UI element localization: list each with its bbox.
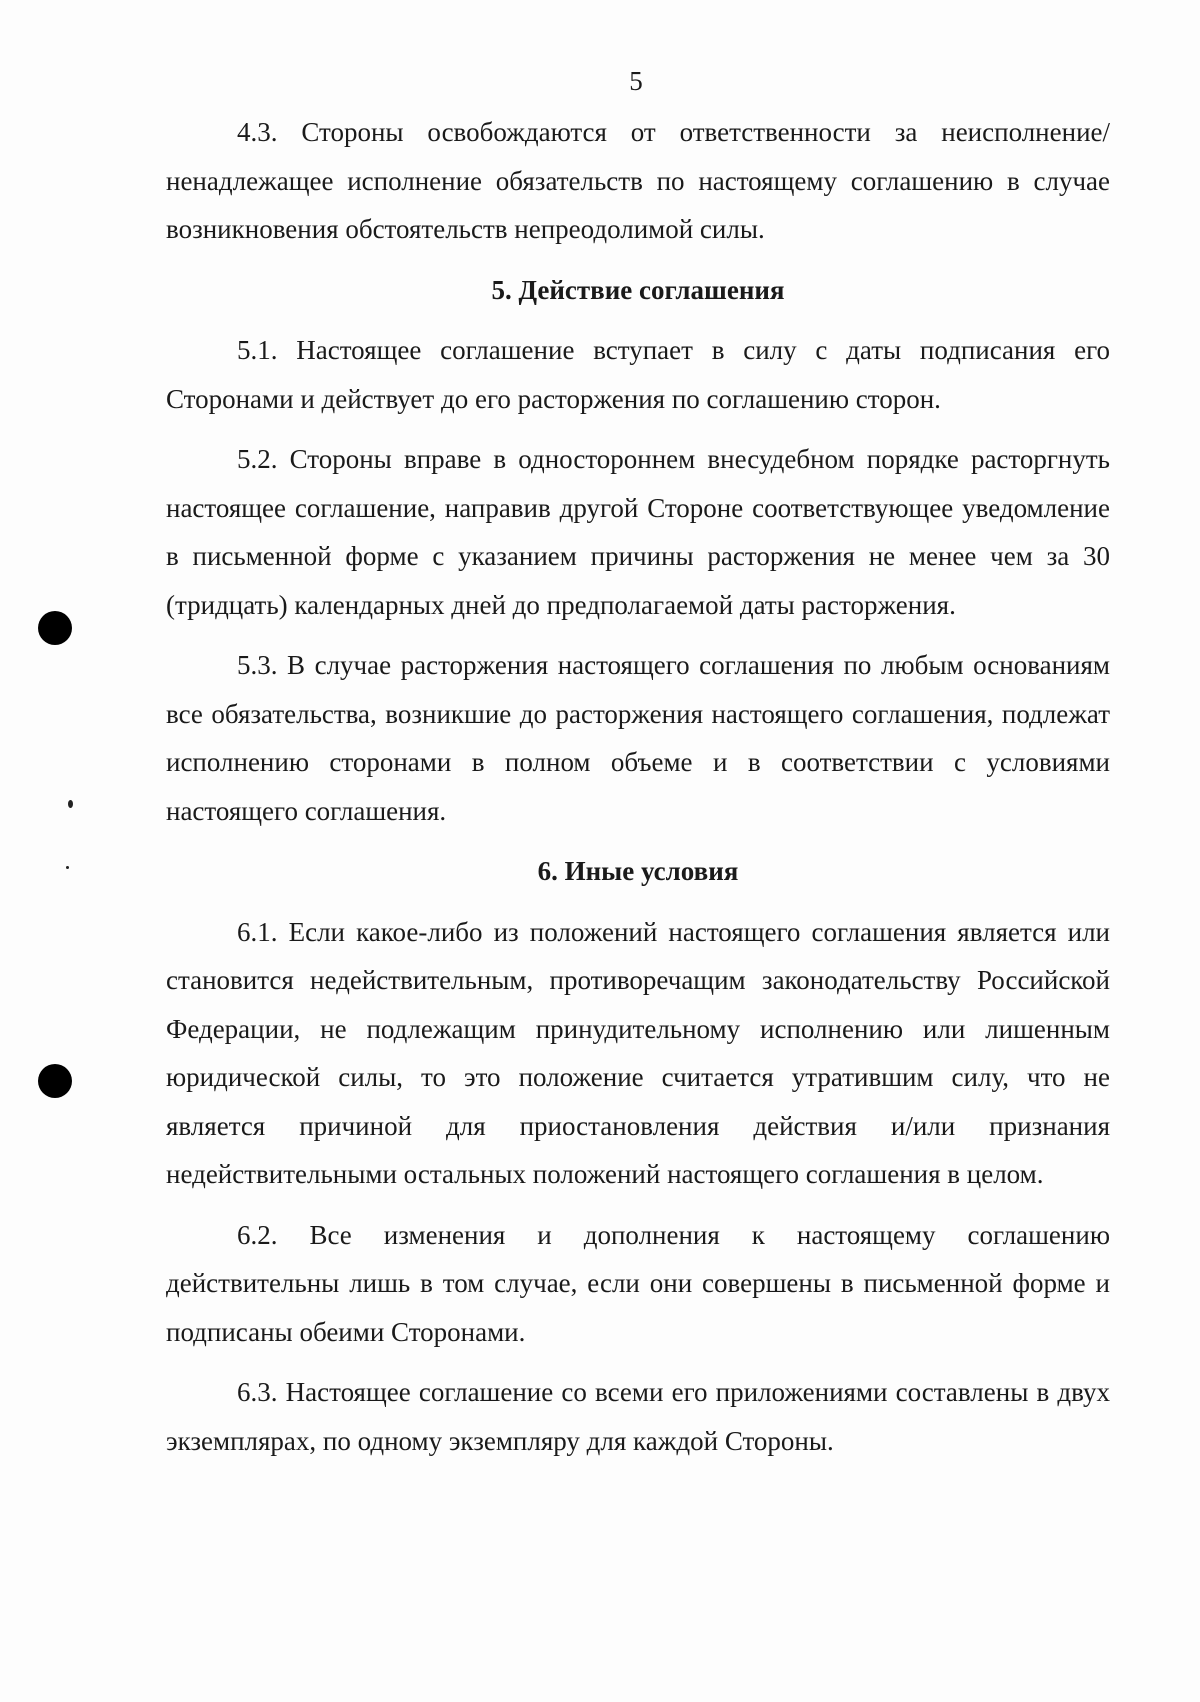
clause-5-3: 5.3. В случае расторжения настоящего соглашения по любым основаниям все обязательства, возникшие до расторжения настоящего соглашения, подлежат исполнению сторонами в полном объеме и в соответствии с условиями настоящего соглашения. — [166, 650, 1110, 826]
scan-speck — [66, 866, 69, 869]
clause-5-1: 5.1. Настоящее соглашение вступает в силу с даты подписания его Сторонами и действует до его расторжения по соглашению сторон. — [166, 335, 1110, 414]
clause-4-3: 4.3. Стороны освобождаются от ответственности за неисполнение/ненадлежащее исполнение обязательств по настоящему соглашению в случае возникновения обстоятельств непреодолимой силы. — [166, 117, 1110, 244]
document-body — [166, 108, 1110, 1465]
punch-hole — [38, 611, 72, 645]
scan-speck — [68, 800, 73, 808]
clause-6-2: 6.2. Все изменения и дополнения к настоящему соглашению действительны лишь в том случае, если они совершены в письменной форме и подписаны обеими Сторонами. — [166, 1219, 1110, 1347]
section-heading-6: 6. Иные условия — [537, 856, 739, 886]
punch-hole — [38, 1064, 72, 1098]
clause-6-3: 6.3. Настоящее соглашение со всеми его приложениями составлены в двух экземплярах, по одному экземпляру для каждой Стороны. — [166, 1377, 1110, 1456]
clause-5-2: 5.2. Стороны вправе в одностороннем внесудебном порядке расторгнуть настоящее соглашение, направив другой Стороне соответствующее уведомление в письменной форме с указанием причины расторжения не менее чем за 30 (тридцать) календарных дней до предполагаемой даты расторжения. — [166, 444, 1110, 620]
section-heading-5: 5. Действие соглашения — [491, 274, 785, 305]
page-number: 5 — [629, 66, 643, 96]
clause-6-1: 6.1. Если какое-либо из положений настоящего соглашения является или становится недействительным, противоречащим законодательству Российской Федерации, не подлежащим принудительному исполнению или лишенным юридической силы, то это положение считается утратившим силу, что не является причиной для приостановления действия и/или признания недействительными остальных положений настоящего соглашения в целом. — [166, 916, 1110, 1189]
